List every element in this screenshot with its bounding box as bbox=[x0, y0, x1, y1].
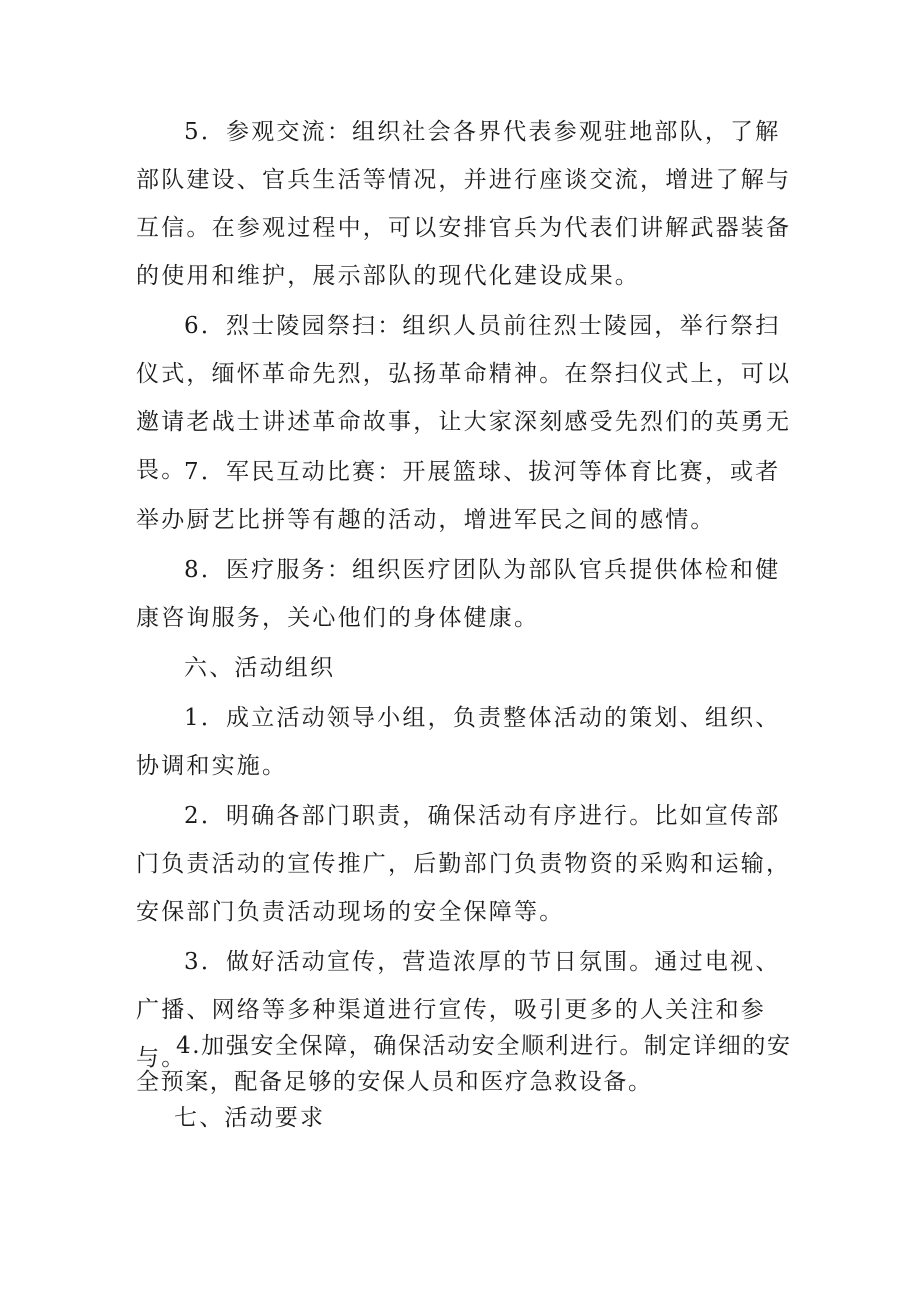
paragraph-text: 6．烈士陵园祭扫：组织人员前往烈士陵园，举行祭扫仪式，缅怀革命先烈，弘扬革命精神。在祭扫仪式上，可以邀请老战士讲述革命故事，让大家深刻感受先烈们的英勇无畏。 bbox=[136, 313, 792, 483]
paragraph-text: 7．军民互动比赛：开展篮球、拔河等体育比赛，或者举办厨艺比拼等有趣的活动，增进军民之间的感情。 bbox=[136, 459, 781, 533]
paragraph-item-5 bbox=[136, 108, 796, 300]
section-heading-7: 七、活动要求 bbox=[174, 1105, 326, 1131]
paragraph-text: 2．明确各部门职责，确保活动有序进行。比如宣传部门负责活动的宣传推广，后勤部门负责物资的采购和运输，安保部门负责活动现场的安全保障等。 bbox=[136, 803, 792, 925]
org-item-4 bbox=[136, 1028, 806, 1100]
paragraph-text: 3．做好活动宣传，营造浓厚的节日氛围。通过电视、广播、网络等多种渠道进行宣传，吸引更多的人关注和参与。 bbox=[136, 949, 781, 1071]
paragraph-text: 8．医疗服务：组织医疗团队为部队官兵提供体检和健康咨询服务，关心他们的身体健康。 bbox=[136, 557, 781, 631]
paragraph-text: 4.加强安全保障，确保活动安全顺利进行。制定详细的安全预案，配备足够的安保人员和医疗急救设备。 bbox=[136, 1033, 792, 1095]
paragraph-item-7 bbox=[136, 448, 796, 544]
org-item-1 bbox=[136, 694, 796, 790]
paragraph-text: 1．成立活动领导小组，负责整体活动的策划、组织、协调和实施。 bbox=[136, 705, 781, 779]
org-item-2 bbox=[136, 792, 796, 936]
paragraph-text: 5．参观交流：组织社会各界代表参观驻地部队，了解部队建设、官兵生活等情况，并进行座谈交流，增进了解与互信。在参观过程中，可以安排官兵为代表们讲解武器装备的使用和维护，展示部队的现代化建设成果。 bbox=[136, 119, 792, 289]
section-heading-6: 六、活动组织 bbox=[184, 655, 336, 681]
paragraph-item-8 bbox=[136, 546, 796, 642]
